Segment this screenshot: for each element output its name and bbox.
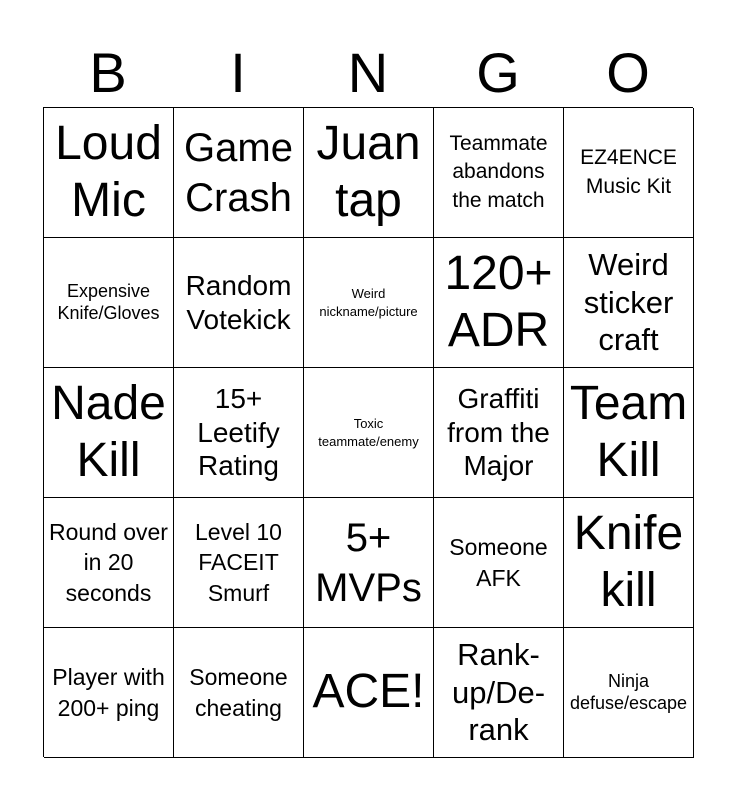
bingo-board [43,107,693,757]
header-letter-o: O [606,41,650,104]
bingo-cell[interactable]: Round over in 20 seconds [44,498,174,628]
bingo-cell[interactable]: Weird sticker craft [564,238,694,368]
bingo-cell[interactable]: Someone cheating [174,628,304,758]
bingo-cell[interactable]: Knife kill [564,498,694,628]
bingo-cell[interactable]: Nade Kill [44,368,174,498]
bingo-cell[interactable]: Someone AFK [434,498,564,628]
bingo-cell[interactable]: ACE! [304,628,434,758]
bingo-cell[interactable]: 120+ ADR [434,238,564,368]
bingo-cell[interactable]: Player with 200+ ping [44,628,174,758]
bingo-cell[interactable]: 5+ MVPs [304,498,434,628]
header-letter-i: I [230,41,246,104]
bingo-cell[interactable]: Teammate abandons the match [434,108,564,238]
header-letter-g: G [476,41,520,104]
bingo-cell[interactable]: Graffiti from the Major [434,368,564,498]
header-letter-n: N [347,41,389,104]
bingo-cell[interactable]: 15+ Leetify Rating [174,368,304,498]
bingo-cell[interactable]: Rank-up/De-rank [434,628,564,758]
bingo-cell[interactable]: Weird nickname/picture [304,238,434,368]
bingo-cell[interactable]: Loud Mic [44,108,174,238]
bingo-cell[interactable]: Juan tap [304,108,434,238]
bingo-cell[interactable]: Game Crash [174,108,304,238]
bingo-cell[interactable]: Ninja defuse/escape [564,628,694,758]
bingo-cell[interactable]: EZ4ENCE Music Kit [564,108,694,238]
bingo-header [43,40,693,106]
bingo-cell[interactable]: Expensive Knife/Gloves [44,238,174,368]
bingo-cell[interactable]: Random Votekick [174,238,304,368]
bingo-cell[interactable]: Level 10 FACEIT Smurf [174,498,304,628]
bingo-cell[interactable]: Toxic teammate/enemy [304,368,434,498]
header-letter-b: B [89,41,127,104]
bingo-cell[interactable]: Team Kill [564,368,694,498]
